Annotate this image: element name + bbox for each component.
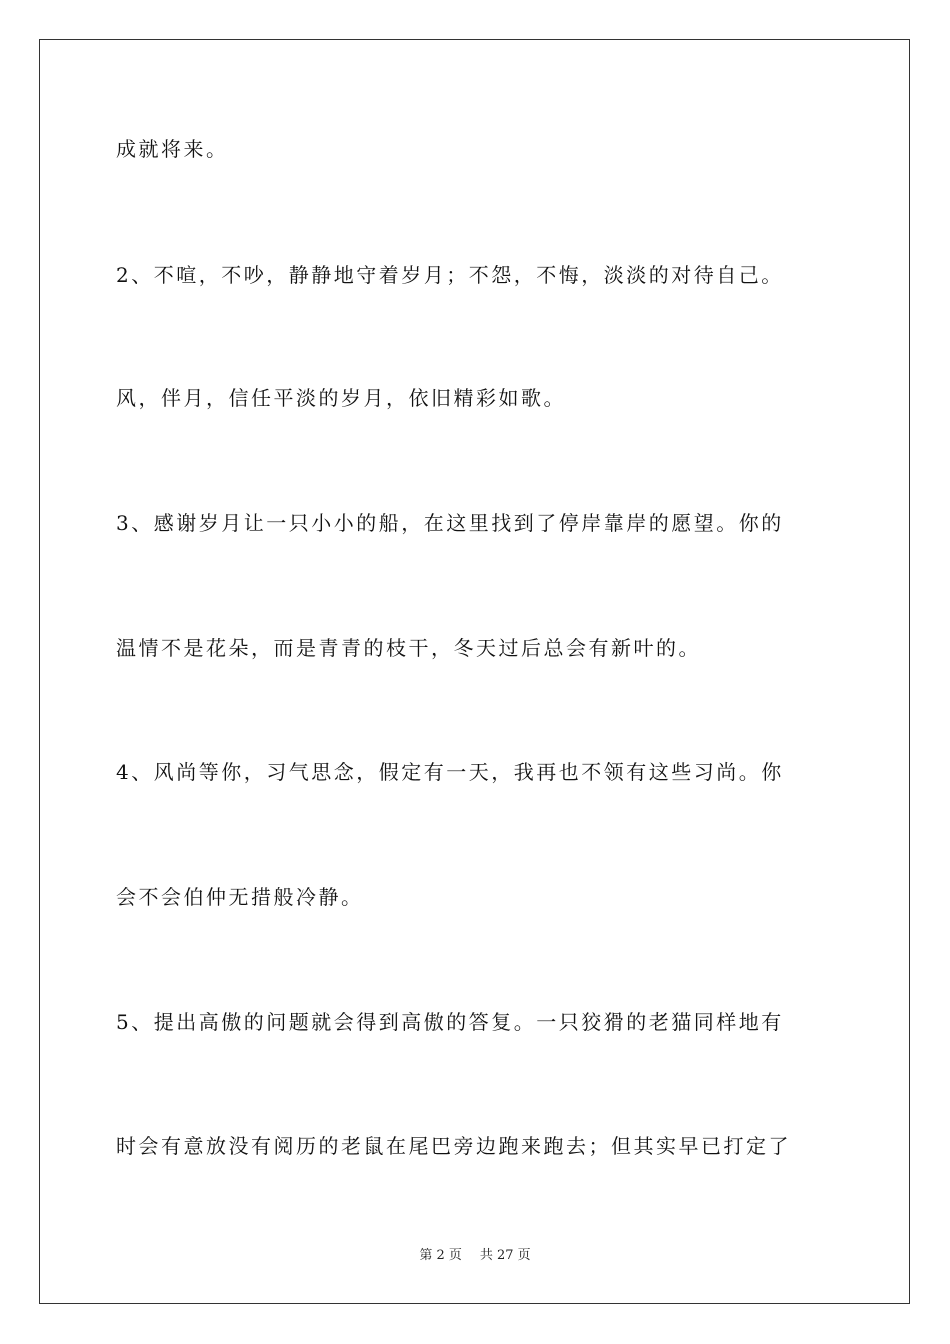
page-border [39,39,910,1304]
text-line-2: 2、不喧，不吵，静静地守着岁月；不怨，不悔，淡淡的对待自己。 [116,263,784,287]
text-line-9: 时会有意放没有阅历的老鼠在尾巴旁边跑来跑去；但其实早已打定了 [116,1134,791,1158]
page-number: 第 2 页 [419,1248,462,1263]
text-line-4: 3、感谢岁月让一只小小的船，在这里找到了停岸靠岸的愿望。你的 [116,511,784,535]
text-line-5: 温情不是花朵，而是青青的枝干，冬天过后总会有新叶的。 [116,636,701,660]
text-line-1: 成就将来。 [116,137,229,161]
text-line-3: 风，伴月，信任平淡的岁月，依旧精彩如歌。 [116,386,566,410]
page-footer [0,1248,950,1264]
text-line-7: 会不会伯仲无措般冷静。 [116,885,364,909]
text-line-8: 5、提出高傲的问题就会得到高傲的答复。一只狡猾的老猫同样地有 [116,1010,784,1034]
total-pages: 共 27 页 [479,1248,531,1263]
text-line-6: 4、风尚等你，习气思念，假定有一天，我再也不领有这些习尚。你 [116,760,784,784]
